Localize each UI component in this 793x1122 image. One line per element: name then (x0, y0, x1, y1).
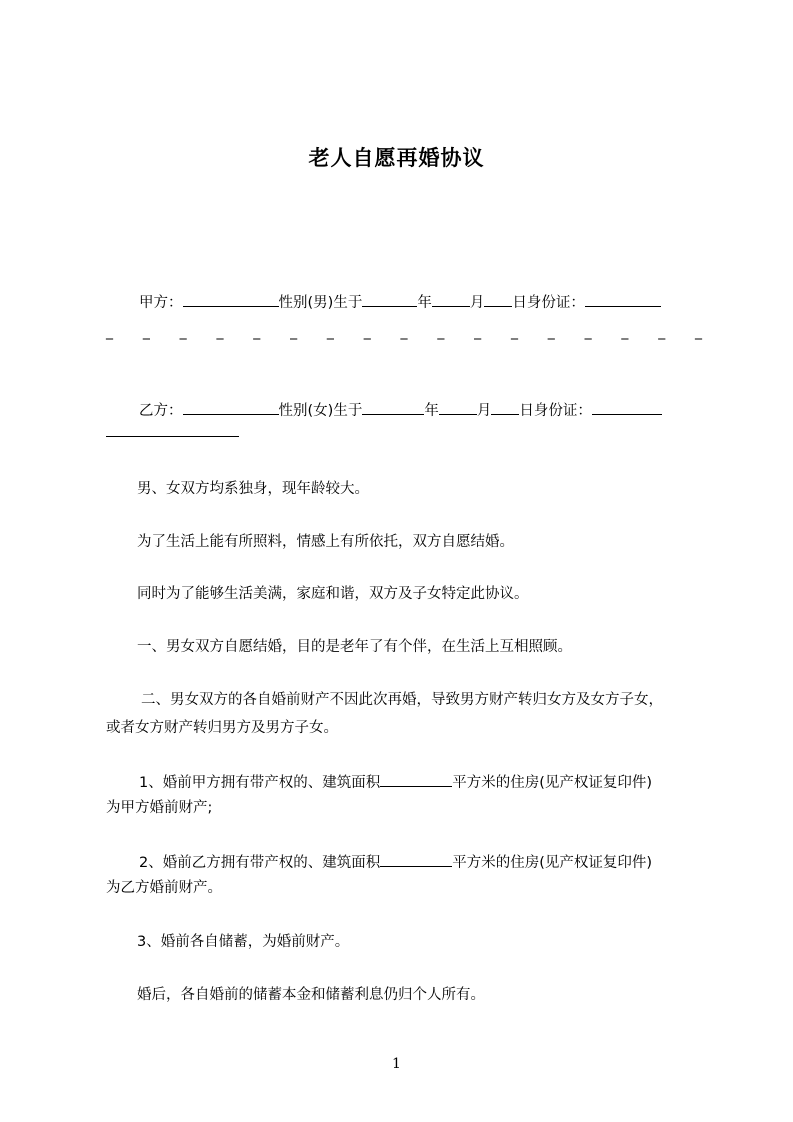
year-label: 年 (417, 295, 432, 311)
area-blank-b (380, 852, 452, 867)
party-b-id-blank (592, 400, 662, 415)
party-b-id-blank-2 (106, 422, 239, 437)
month-label: 月 (476, 403, 492, 419)
party-a-day-blank (484, 292, 512, 307)
page-number: 1 (392, 1056, 401, 1072)
party-b-year-blank (362, 400, 424, 415)
paragraph-6-line-2: 为甲方婚前财产; (106, 800, 213, 816)
party-a-gender: 性别(男)生于 (278, 295, 363, 311)
party-a-month-blank (432, 292, 470, 307)
paragraph-5-line-2: 或者女方财产转归男方及男方子女。 (106, 720, 338, 736)
document-title: 老人自愿再婚协议 (308, 146, 485, 170)
month-label: 月 (469, 295, 485, 311)
paragraph-6-text: 1、婚前甲方拥有带产权的、建筑面积 (139, 775, 381, 791)
paragraph-1: 男、女双方均系独身，现年龄较大。 (137, 481, 369, 497)
paragraph-8: 3、婚前各自储蓄，为婚前财产。 (137, 934, 350, 950)
day-id-label: 日身份证： (519, 403, 592, 419)
party-a-year-blank (362, 292, 417, 307)
party-b-day-blank (491, 400, 519, 415)
paragraph-5-line-1: 二、男女双方的各自婚前财产不因此次再婚，导致男方财产转归女方及女方子女， (141, 692, 663, 708)
area-blank-a (380, 772, 452, 787)
paragraph-9: 婚后，各自婚前的储蓄本金和储蓄利息仍归个人所有。 (137, 987, 485, 1003)
paragraph-3: 同时为了能够生活美满，家庭和谐，双方及子女特定此协议。 (137, 586, 529, 602)
party-b-name-blank (183, 400, 279, 415)
party-a-name-blank (183, 292, 279, 307)
paragraph-6-line-1 (139, 772, 652, 793)
paragraph-6-text-2: 平方米的住房(见产权证复印件) (452, 775, 653, 791)
party-b-id-continuation (106, 422, 239, 443)
party-a-line (139, 292, 661, 313)
day-id-label: 日身份证： (512, 295, 585, 311)
party-b-line (139, 400, 662, 421)
year-label: 年 (424, 403, 439, 419)
paragraph-7-line-1 (139, 852, 652, 873)
paragraph-7-text-2: 平方米的住房(见产权证复印件) (452, 855, 653, 871)
paragraph-7-line-2: 为乙方婚前财产。 (106, 880, 222, 896)
paragraph-4: 一、男女双方自愿结婚，目的是老年了有个伴，在生活上互相照顾。 (137, 639, 572, 655)
party-b-label: 乙方： (139, 403, 183, 419)
party-a-id-blank (585, 292, 661, 307)
paragraph-2: 为了生活上能有所照料，情感上有所依托，双方自愿结婚。 (137, 534, 514, 550)
party-a-label: 甲方： (139, 295, 183, 311)
party-a-id-continuation: _ _ _ _ _ _ _ _ _ _ _ _ _ _ _ _ _ (106, 324, 702, 340)
paragraph-7-text: 2、婚前乙方拥有带产权的、建筑面积 (139, 855, 381, 871)
party-b-gender: 性别(女)生于 (278, 403, 363, 419)
party-b-month-blank (439, 400, 477, 415)
